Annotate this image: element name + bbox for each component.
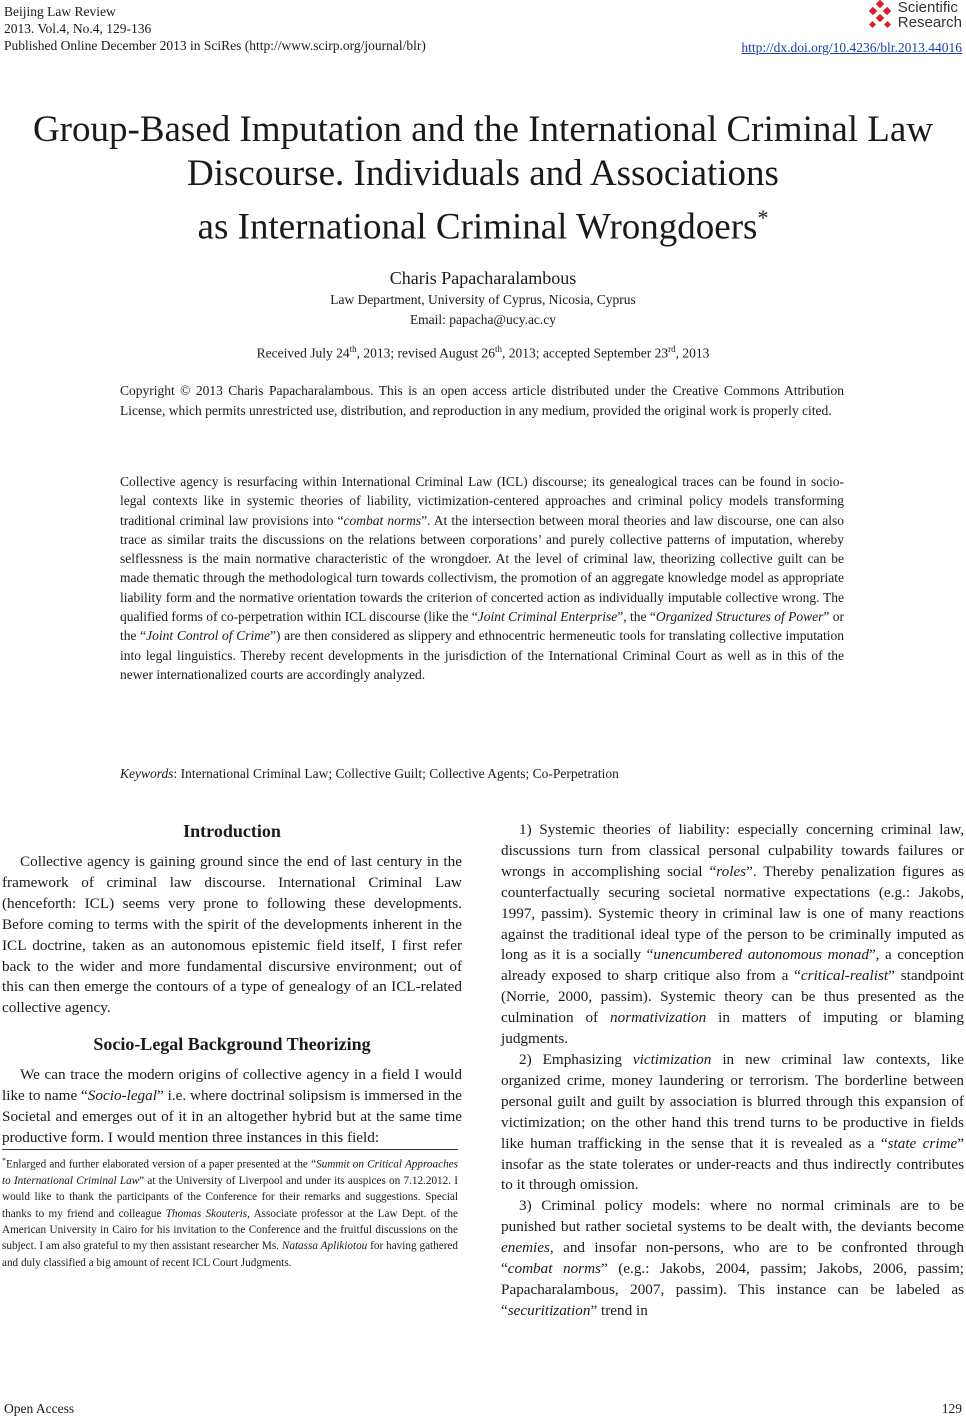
intro-heading: Introduction [183, 821, 281, 841]
article-title: Group-Based Imputation and the International Criminal Law Discourse. Individuals and Associations as International Criminal Wrongdoers* [32, 109, 934, 248]
publication-info: Published Online December 2013 in SciRes (http://www.scirp.org/journal/blr) [4, 38, 426, 53]
author-email: Email: papacha@ucy.ac.cy [409, 312, 557, 327]
keywords: Keywords: International Criminal Law; Collective Guilt; Collective Agents; Co-Perpetration [120, 766, 619, 781]
received-dates: Received July 24th, 2013; revised August 26th, 2013; accepted September 23rd, 2013 [256, 344, 710, 361]
author-name: Charis Papacharalambous [389, 268, 577, 288]
logo-text: Scientific Research [897, 0, 962, 31]
abstract: Collective agency is resurfacing within International Criminal Law (ICL) discourse; its genealogical traces can be found in socio-legal contexts like in systemic theories of liability, victimization-centered approaches and criminal policy models transforming traditional criminal law provisions into “combat norms”. At the intersection between moral theories and law discourse, one can also trace as similar traits the discussions on the relations between corporations’ and purely collective patterns of imputation, whereby selflessness is the main normative characteristic of the wrongdoer. At the level of criminal law, theorizing collective guilt can be made thematic through the methodological turn towards collectivism, the promotion of an aggregate knowledge model as appropriate liability form and the normative orientation towards the criterion of concerted action as individually imputable collective wrong. The qualified forms of co-perpetration within ICL discourse (like the “Joint Criminal Enterprise”, the “Organized Structures of Power” or the “Joint Control of Crime”) are then considered as slippery and ethnocentric hermeneutic tools for translating collective imputation into legal linguistics. Thereby recent developments in the jurisdiction of the International Criminal Court as well as in this of the newer internationalized courts are accordingly analyzed. [120, 474, 844, 682]
item-victimization: 2) Emphasizing victimization in new criminal law contexts, like organized crime, money laundering or terrorism. The borderline between personal guilt and guilt by association is blurred through this expansion of victimization; on the other hand this trend turns to be productive in fields like human trafficking in the sense that it is revealed as a “state crime” insofar as the state tolerates or under-reacts and thus indirectly contributes to it through omission. [501, 1050, 964, 1194]
footer-open-access: Open Access [4, 1401, 75, 1416]
scientific-research-logo [865, 0, 962, 30]
item-systemic-theories: 1) Systemic theories of liability: especially concerning criminal law, discussions turn from classical personal culpability towards failures or wrongs in accomplishing social “roles”. Thereby penalization figures as counterfactually securing societal normative expectations (e.g.: Jakobs, 1997, passim). Systemic theory in criminal law is one of many reactions against the traditional ideal type of the person to be criminally imputed as long as it is a socially “unencumbered autonomous monad”, a conception already exposed to sharp critique also from a “critical-realist” standpoint (Norrie, 2000, passim). Systemic theory can be thus presented as the culmination of normativization in matters of imputing or blaming judgments. [501, 821, 964, 1048]
journal-name: Beijing Law Review [4, 4, 116, 19]
footnote: *Enlarged and further elaborated version of a paper presented at the “Summit on Critical Approaches to International Criminal Law” at the University of Liverpool and under its auspices on 7.12.2012. I would like to thank the participants of the Conference for their remarks and suggestions. Special thanks to my friend and colleague Thomas Skouteris, Associate professor at the Law Dept. of the American University in Cairo for his invitation to the Conference and the fruitful discussions on the subject. I am also grateful to my then assistant researcher Ms. Natassa Aplikiotou for having gathered and duly classified a big amount of recent ICL Court Judgments. [2, 1149, 458, 1271]
doi-link[interactable]: http://dx.doi.org/10.4236/blr.2013.44016 [741, 40, 962, 55]
title-footnote-mark: * [757, 205, 769, 230]
logo-icon [865, 0, 895, 30]
journal-header [4, 3, 426, 54]
intro-paragraph: Collective agency is gaining ground since the end of last century in the framework of criminal law discourse. International Criminal Law (henceforth: ICL) seems very prone to following these developments. Before coming to terms with the spirit of the developments inherent in the ICL doctrine, taken as an autonomous epistemic field itself, I first refer back to the wider and more fundamental discursive environment; out of this can then emerge the contours of a type of genealogy of an ICL-related collective agency. [2, 853, 462, 1017]
right-column [501, 820, 964, 1322]
item-criminal-policy: 3) Criminal policy models: where no normal criminals are to be punished but rather societal systems to be dealt with, the deviants become enemies, and insofar non-persons, who are to be confronted through “combat norms” (e.g.: Jakobs, 2004, passim; Jakobs, 2006, passim; Papacharalambous, 2007, passim). This instance can be labeled as “securitization” trend in [501, 1197, 965, 1319]
copyright-notice: Copyright © 2013 Charis Papacharalambous. This is an open access article distributed under the Creative Commons Attribution License, which permits unrestricted use, distribution, and reproduction in any medium, provided the original work is properly cited. [120, 383, 844, 418]
doi-link-container [741, 40, 962, 56]
author-affiliation: Law Department, University of Cyprus, Nicosia, Cyprus Email: papacha@ucy.ac.cy [0, 290, 966, 330]
page-number: 129 [941, 1401, 962, 1416]
journal-volume: 2013. Vol.4, No.4, 129-136 [4, 21, 152, 36]
left-column [2, 820, 462, 1149]
socio-legal-paragraph: We can trace the modern origins of collective agency in a field I would like to name “Socio-legal” i.e. where doctrinal solipsism is immersed in the Societal and emerges out of it in an altogether hybrid but at the same time productive form. I would mention three instances in this field: [2, 1066, 462, 1146]
socio-legal-heading: Socio-Legal Background Theorizing [93, 1034, 371, 1055]
